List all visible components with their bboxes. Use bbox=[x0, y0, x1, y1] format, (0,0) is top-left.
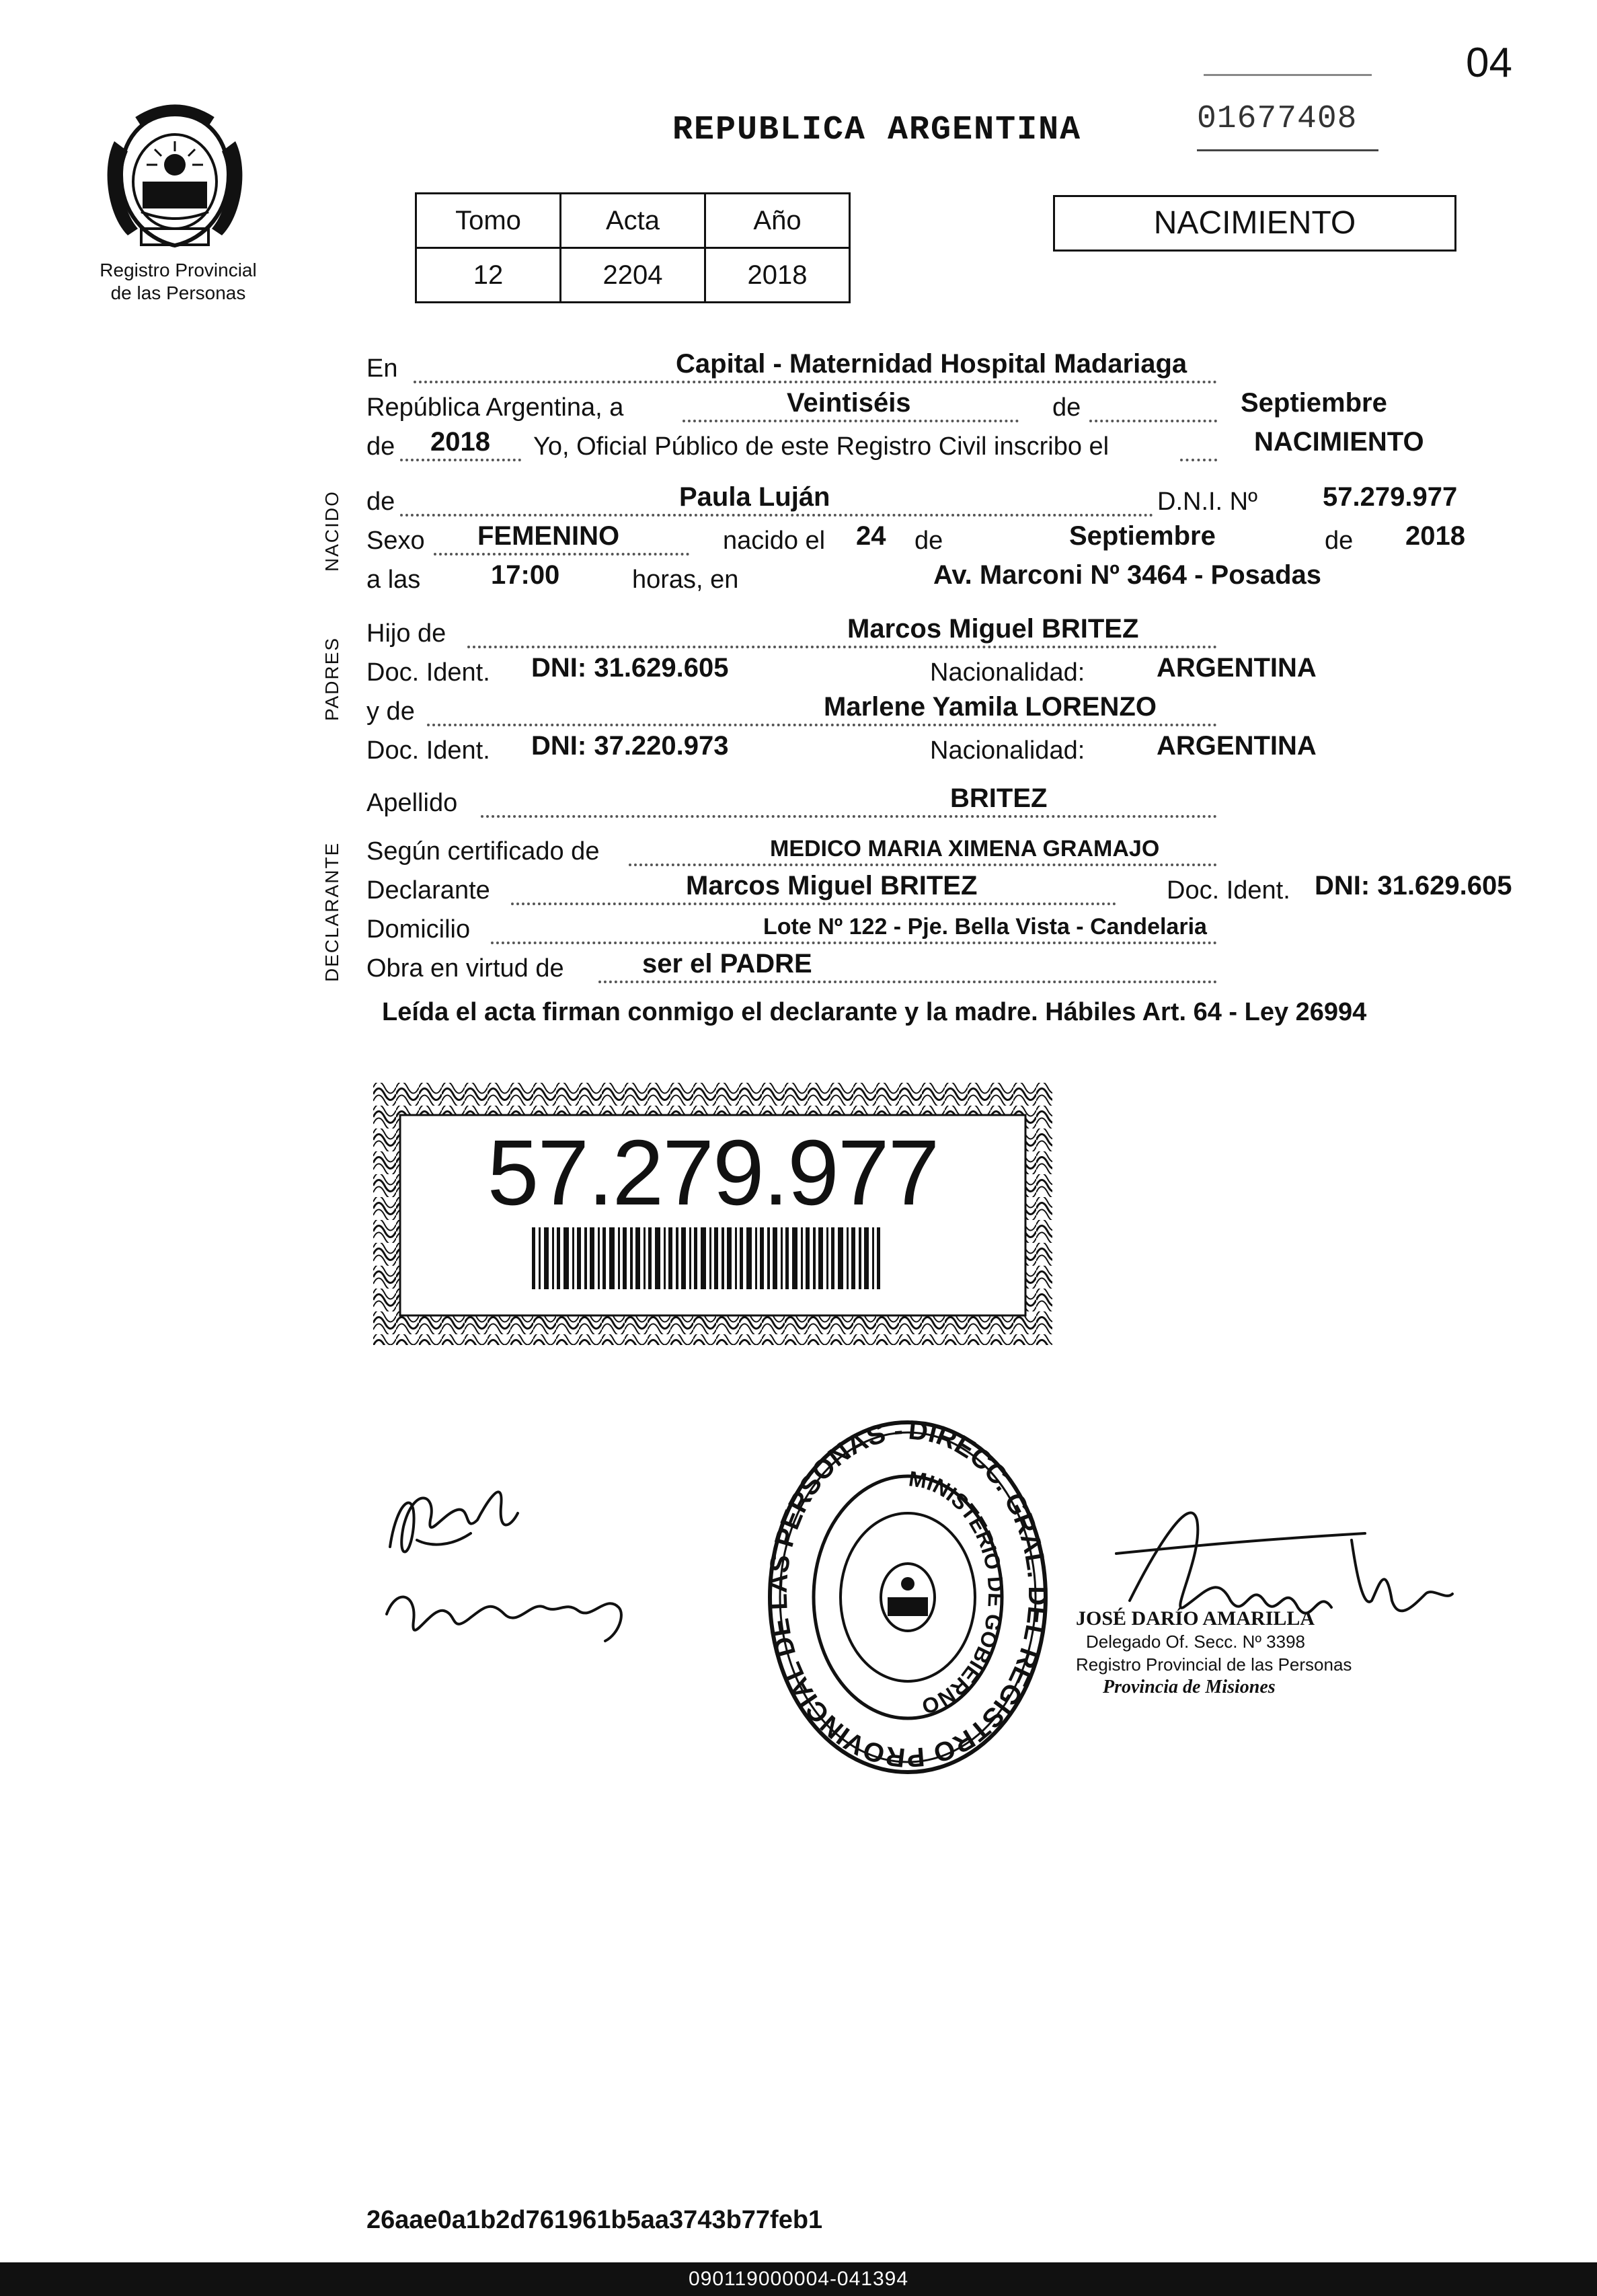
row-declarante: Declarante Marcos Miguel BRITEZ Doc. Ident. DNI: 31.629.605 bbox=[366, 871, 1512, 905]
birth-time: 17:00 bbox=[491, 560, 560, 590]
birth-place: Av. Marconi Nº 3464 - Posadas bbox=[933, 560, 1322, 590]
row-certificado: Según certificado de MEDICO MARIA XIMENA GRAMAJO bbox=[366, 829, 1523, 866]
address-value: Lote Nº 122 - Pje. Bella Vista - Candelaria bbox=[763, 914, 1207, 940]
row-en bbox=[366, 346, 1523, 383]
declarant-name: Marcos Miguel BRITEZ bbox=[686, 871, 978, 901]
record-value: 2018 bbox=[705, 248, 850, 303]
birth-month: Septiembre bbox=[1069, 521, 1216, 551]
side-label-nacido: NACIDO bbox=[321, 490, 342, 572]
sex-value: FEMENINO bbox=[477, 521, 620, 551]
row-padre-doc: Doc. Ident. DNI: 31.629.605 Nacionalidad: ARGENTINA bbox=[366, 653, 1317, 687]
surname: BRITEZ bbox=[950, 783, 1048, 813]
record-table bbox=[415, 192, 851, 303]
row-obra: Obra en virtud de ser el PADRE bbox=[366, 946, 1523, 983]
row-nombre: de Paula Luján D.N.I. Nº 57.279.977 bbox=[366, 482, 1458, 516]
serial-mark bbox=[1204, 74, 1372, 76]
inscription-type: NACIMIENTO bbox=[1254, 427, 1424, 457]
record-value: 2204 bbox=[561, 248, 705, 303]
acting-as: ser el PADRE bbox=[642, 949, 812, 979]
father-doc: DNI: 31.629.605 bbox=[531, 653, 729, 683]
side-label-padres: PADRES bbox=[321, 636, 342, 721]
father-nationality: ARGENTINA bbox=[1157, 653, 1317, 683]
official-signature-block bbox=[1076, 1607, 1352, 1699]
father-name: Marcos Miguel BRITEZ bbox=[847, 614, 1139, 644]
seal-outer-text: DIRECC. GRAL. DEL REGISTRO PROVINCIAL DE LAS PERSONAS - bbox=[763, 1415, 1053, 1773]
row-domicilio: Domicilio Lote Nº 122 - Pje. Bella Vista - Candelaria bbox=[366, 907, 1523, 944]
child-dni: 57.279.977 bbox=[1323, 482, 1458, 512]
month-value: Septiembre bbox=[1241, 388, 1387, 418]
document-hash: 26aae0a1b2d761961b5aa3743b77feb1 bbox=[366, 2206, 823, 2234]
mother-nationality: ARGENTINA bbox=[1157, 731, 1317, 761]
row-hora: a las 17:00 horas, en Av. Marconi Nº 3464 - Posadas bbox=[366, 560, 1322, 594]
row-madre: y de Marlene Yamila LORENZO bbox=[366, 689, 1523, 726]
record-header: Tomo bbox=[416, 194, 561, 248]
seal-inner-text: MINISTERIO DE GOBIERNO bbox=[907, 1466, 1009, 1720]
place-value: Capital - Maternidad Hospital Madariaga bbox=[676, 349, 1187, 379]
record-header: Acta bbox=[561, 194, 705, 248]
row-madre-doc: Doc. Ident. DNI: 37.220.973 Nacionalidad: ARGENTINA bbox=[366, 731, 1317, 765]
side-label-declarante: DECLARANTE bbox=[321, 841, 342, 982]
official-name: JOSÉ DARÍO AMARILLA bbox=[1076, 1607, 1315, 1630]
registry-seal-icon bbox=[760, 1412, 1056, 1782]
birth-day: 24 bbox=[856, 521, 886, 551]
declarant-signature-icon bbox=[377, 1446, 659, 1668]
mother-doc: DNI: 37.220.973 bbox=[531, 731, 729, 761]
provincia-misiones-emblem-icon bbox=[101, 101, 249, 256]
child-name: Paula Luján bbox=[679, 482, 830, 512]
certificate-value: MEDICO MARIA XIMENA GRAMAJO bbox=[770, 836, 1160, 862]
serial-underline bbox=[1197, 149, 1378, 151]
declarant-doc: DNI: 31.629.605 bbox=[1315, 871, 1512, 901]
registry-caption: Registro Provincial de las Personas bbox=[100, 260, 257, 303]
label: En bbox=[366, 354, 398, 383]
row-apellido: Apellido BRITEZ bbox=[366, 780, 1523, 818]
record-value: 12 bbox=[416, 248, 561, 303]
serial-number: 01677408 bbox=[1197, 101, 1358, 137]
birth-year: 2018 bbox=[1405, 521, 1465, 551]
record-header: Año bbox=[705, 194, 850, 248]
svg-text:MINISTERIO DE GOBIERNO bbox=[907, 1466, 1008, 1719]
row-republica: República Argentina, a Veintiséis de Septiembre bbox=[366, 388, 1387, 422]
official-province: Provincia de Misiones bbox=[1103, 1677, 1276, 1697]
record-type-box: NACIMIENTO bbox=[1053, 195, 1456, 252]
page-number: 04 bbox=[1466, 40, 1512, 86]
official-role: Delegado Of. Secc. Nº 3398 bbox=[1086, 1632, 1306, 1652]
mother-name: Marlene Yamila LORENZO bbox=[824, 692, 1157, 722]
official-registry: Registro Provincial de las Personas bbox=[1076, 1654, 1352, 1675]
closing-statement: Leída el acta firman conmigo el declarante y la madre. Hábiles Art. 64 - Ley 26994 bbox=[382, 998, 1367, 1026]
row-oficial: de 2018 Yo, Oficial Público de este Registro Civil inscribo el NACIMIENTO bbox=[366, 427, 1424, 461]
year-value: 2018 bbox=[430, 427, 490, 457]
row-sexo: Sexo FEMENINO nacido el 24 de Septiembre de 2018 bbox=[366, 521, 1465, 555]
footer-code: 090119000004-041394 bbox=[0, 2262, 1597, 2296]
day-value: Veintiséis bbox=[787, 388, 911, 418]
row-padre: Hijo de Marcos Miguel BRITEZ bbox=[366, 611, 1523, 648]
page-title: REPUBLICA ARGENTINA bbox=[672, 111, 1082, 149]
dni-sticker-number: 57.279.977 bbox=[487, 1121, 939, 1225]
